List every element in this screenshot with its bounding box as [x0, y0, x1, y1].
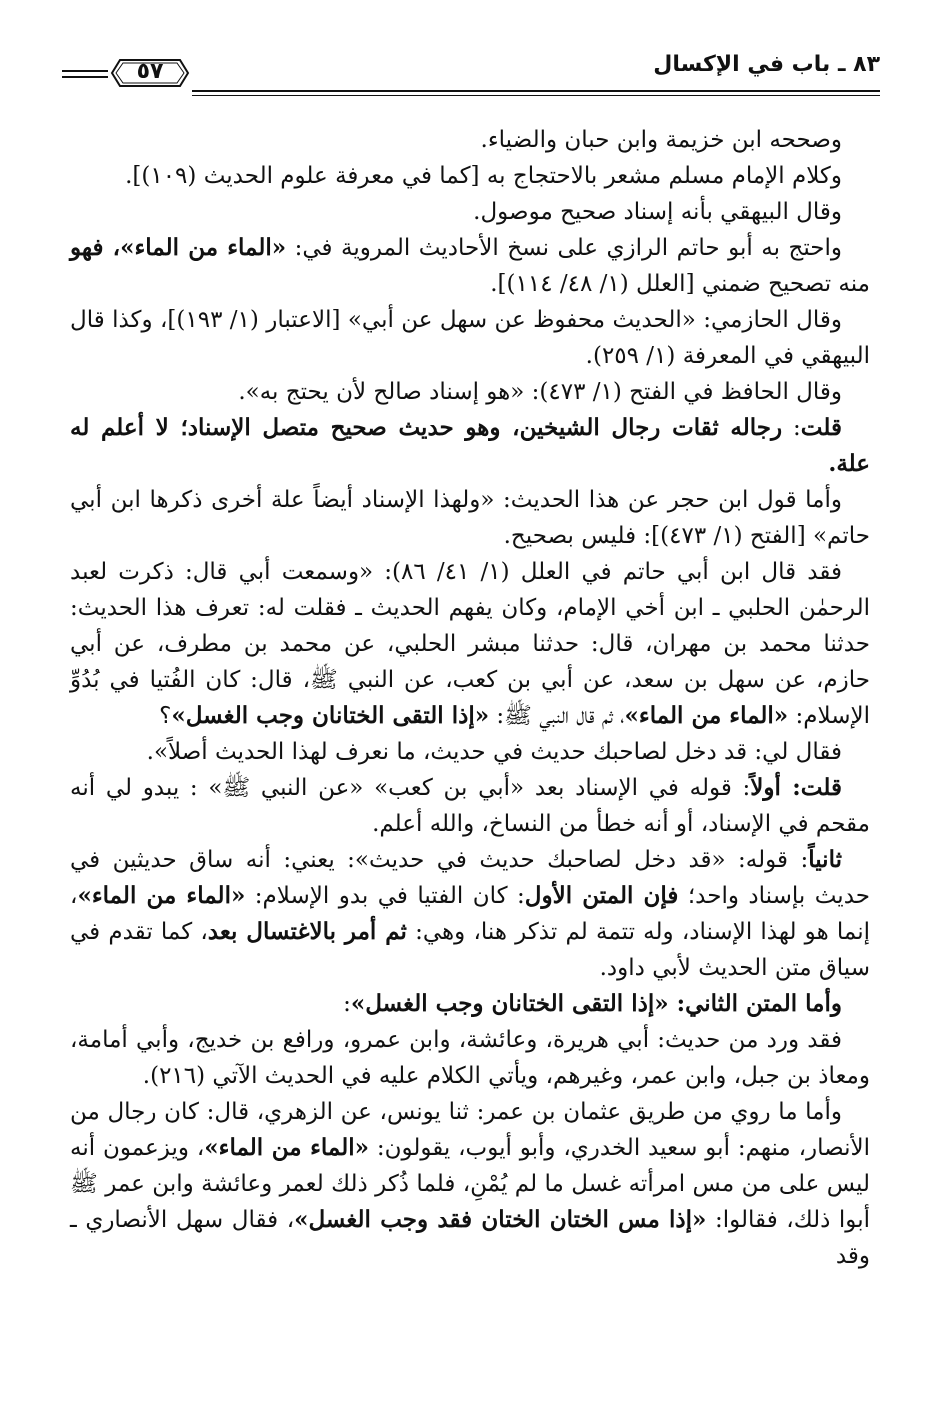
page-header — [60, 48, 880, 108]
bold-text: ثم أمر بالاغتسال بعد — [207, 918, 407, 945]
badge-left-line-top — [62, 70, 108, 72]
text-run: ؟ — [159, 703, 172, 729]
paragraph: وكلام الإمام مسلم مشعر بالاحتجاج به [كما في معرفة علوم الحديث (١٠٩)]. — [125, 163, 842, 189]
bold-text: وأما المتن الثاني: «إذا التقى الختانان وجب الغسل» — [350, 990, 842, 1017]
text-run: : كان الفتيا في بدو الإسلام: — [245, 883, 525, 909]
bold-quote: «إذا التقى الختانان وجب الغسل» — [171, 702, 490, 729]
paragraph — [70, 842, 870, 986]
main-text — [70, 122, 870, 1274]
paragraph: فقال لي: قد دخل لصاحبك حديث في حديث، ما نعرف لهذا الحديث أصلاً». — [146, 739, 842, 765]
paragraph: فقد ورد من حديث: أبي هريرة، وعائشة، وابن عمرو، ورافع بن خديج، وأبي أمامة، ومعاذ بن جبل، وابن عمر، وغيرهم، ويأتي الكلام عليه في الحديث الآتي (٢١٦). — [70, 1027, 870, 1089]
paragraph — [70, 230, 870, 302]
chapter-title: ٨٣ ـ باب في الإكسال — [653, 52, 880, 77]
first-point-label: قلت: أولاً — [750, 774, 842, 801]
paragraph — [70, 770, 870, 842]
bold-quote: «الماء من الماء» — [624, 702, 789, 729]
paragraph: وقال البيهقي بأنه إسناد صحيح موصول. — [473, 199, 842, 225]
bold-quote: «الماء من الماء»، فهو — [70, 234, 287, 261]
page-number: ٥٧ — [136, 59, 164, 84]
bold-text: رجاله ثقات رجال الشيخين، وهو حديث صحيح متصل الإسناد؛ لا أعلم له علة. — [70, 414, 870, 477]
text-run: ، كما تقدم في سياق متن الحديث لأبي داود. — [70, 919, 870, 981]
paragraph: وقال الحافظ في الفتح (١/ ٤٧٣): «هو إسناد صالح لأن يحتج به». — [238, 379, 842, 405]
text-run: ، إنما هو لهذا الإسناد، وله تتمة لم تذكر هنا، وهي: — [70, 883, 870, 945]
bold-quote: «الماء من الماء» — [77, 882, 246, 909]
text-run: ، ثم قال النبي ﷺ: — [489, 703, 625, 729]
second-point-label: ثانياً — [808, 846, 842, 873]
bold-text: فإن المتن الأول — [524, 882, 679, 909]
header-rule — [192, 90, 880, 96]
text-run: ، فقال سهل الأنصاري ـ وقد — [70, 1207, 870, 1269]
paragraph — [70, 986, 870, 1022]
badge-left-line-bottom — [62, 76, 108, 78]
paragraph — [70, 1094, 870, 1274]
paragraph — [70, 410, 870, 482]
text-run: : قوله في الإسناد بعد «أبي بن كعب» «عن النبي ﷺ» : يبدو لي أنه مقحم في الإسناد، أو أنه خطأ من النساخ، والله أعلم. — [70, 775, 870, 837]
text-run: : — [782, 415, 801, 441]
bold-quote: «الماء من الماء» — [204, 1134, 369, 1161]
text-run: منه تصحيح ضمني [العلل (١/ ٤٨/ ١١٤)]. — [490, 271, 870, 297]
page-number-badge — [110, 56, 190, 90]
paragraph: وأما قول ابن حجر عن هذا الحديث: «ولهذا الإسناد أيضاً علة أخرى ذكرها ابن أبي حاتم» [الفتح (١/ ٤٧٣)]: فليس بصحيح. — [70, 487, 870, 549]
bold-quote: «إذا مس الختان الختان فقد وجب الغسل» — [294, 1206, 707, 1233]
paragraph: وصححه ابن خزيمة وابن حبان والضياء. — [480, 127, 842, 153]
text-run: واحتج به أبو حاتم الرازي على نسخ الأحاديث المروية في: — [286, 235, 842, 261]
text-run: ، ويزعمون أنه ليس على من مس امرأته غسل ما لم يُمْنِ، فلما ذُكر ذلك لعمر وعائشة وابن عمر ﷺ أبوا ذلك، فقالوا: — [70, 1135, 870, 1233]
text-run: : قوله: «قد دخل لصاحبك حديث في حديث»: يعني: أنه ساق حديثين في حديث بإسناد واحد؛ — [70, 847, 870, 909]
text-run: : — [343, 991, 351, 1017]
paragraph — [70, 554, 870, 734]
paragraph: وقال الحازمي: «الحديث محفوظ عن سهل عن أبي» [الاعتبار (١/ ١٩٣)]، وكذا قال البيهقي في المعرفة (١/ ٢٥٩). — [70, 307, 870, 369]
text-run: فقد قال ابن أبي حاتم في العلل (١/ ٤١/ ٨٦): «وسمعت أبي قال: ذكرت لعبد الرحمٰن الحلبي ـ ابن أخي الإمام، وكان يفهم الحديث ـ فقلت له: تعرف هذا الحديث: حدثنا محمد بن مهران، قال: حدثنا مبشر الحلبي، عن محمد بن مطرف، عن أبي حازم، عن سهل بن سعد، عن أبي بن كعب، عن النبي ﷺ، قال: كان الفُتيا في بُدُوِّ الإسلام: — [70, 559, 870, 729]
text-run: وأما ما روي من طريق عثمان بن عمر: ثنا يونس، عن الزهري، قال: كان رجال من الأنصار، منهم: أبو سعيد الخدري، وأبو أيوب، يقولون: — [70, 1099, 870, 1161]
qultu-label: قلت — [800, 414, 842, 441]
